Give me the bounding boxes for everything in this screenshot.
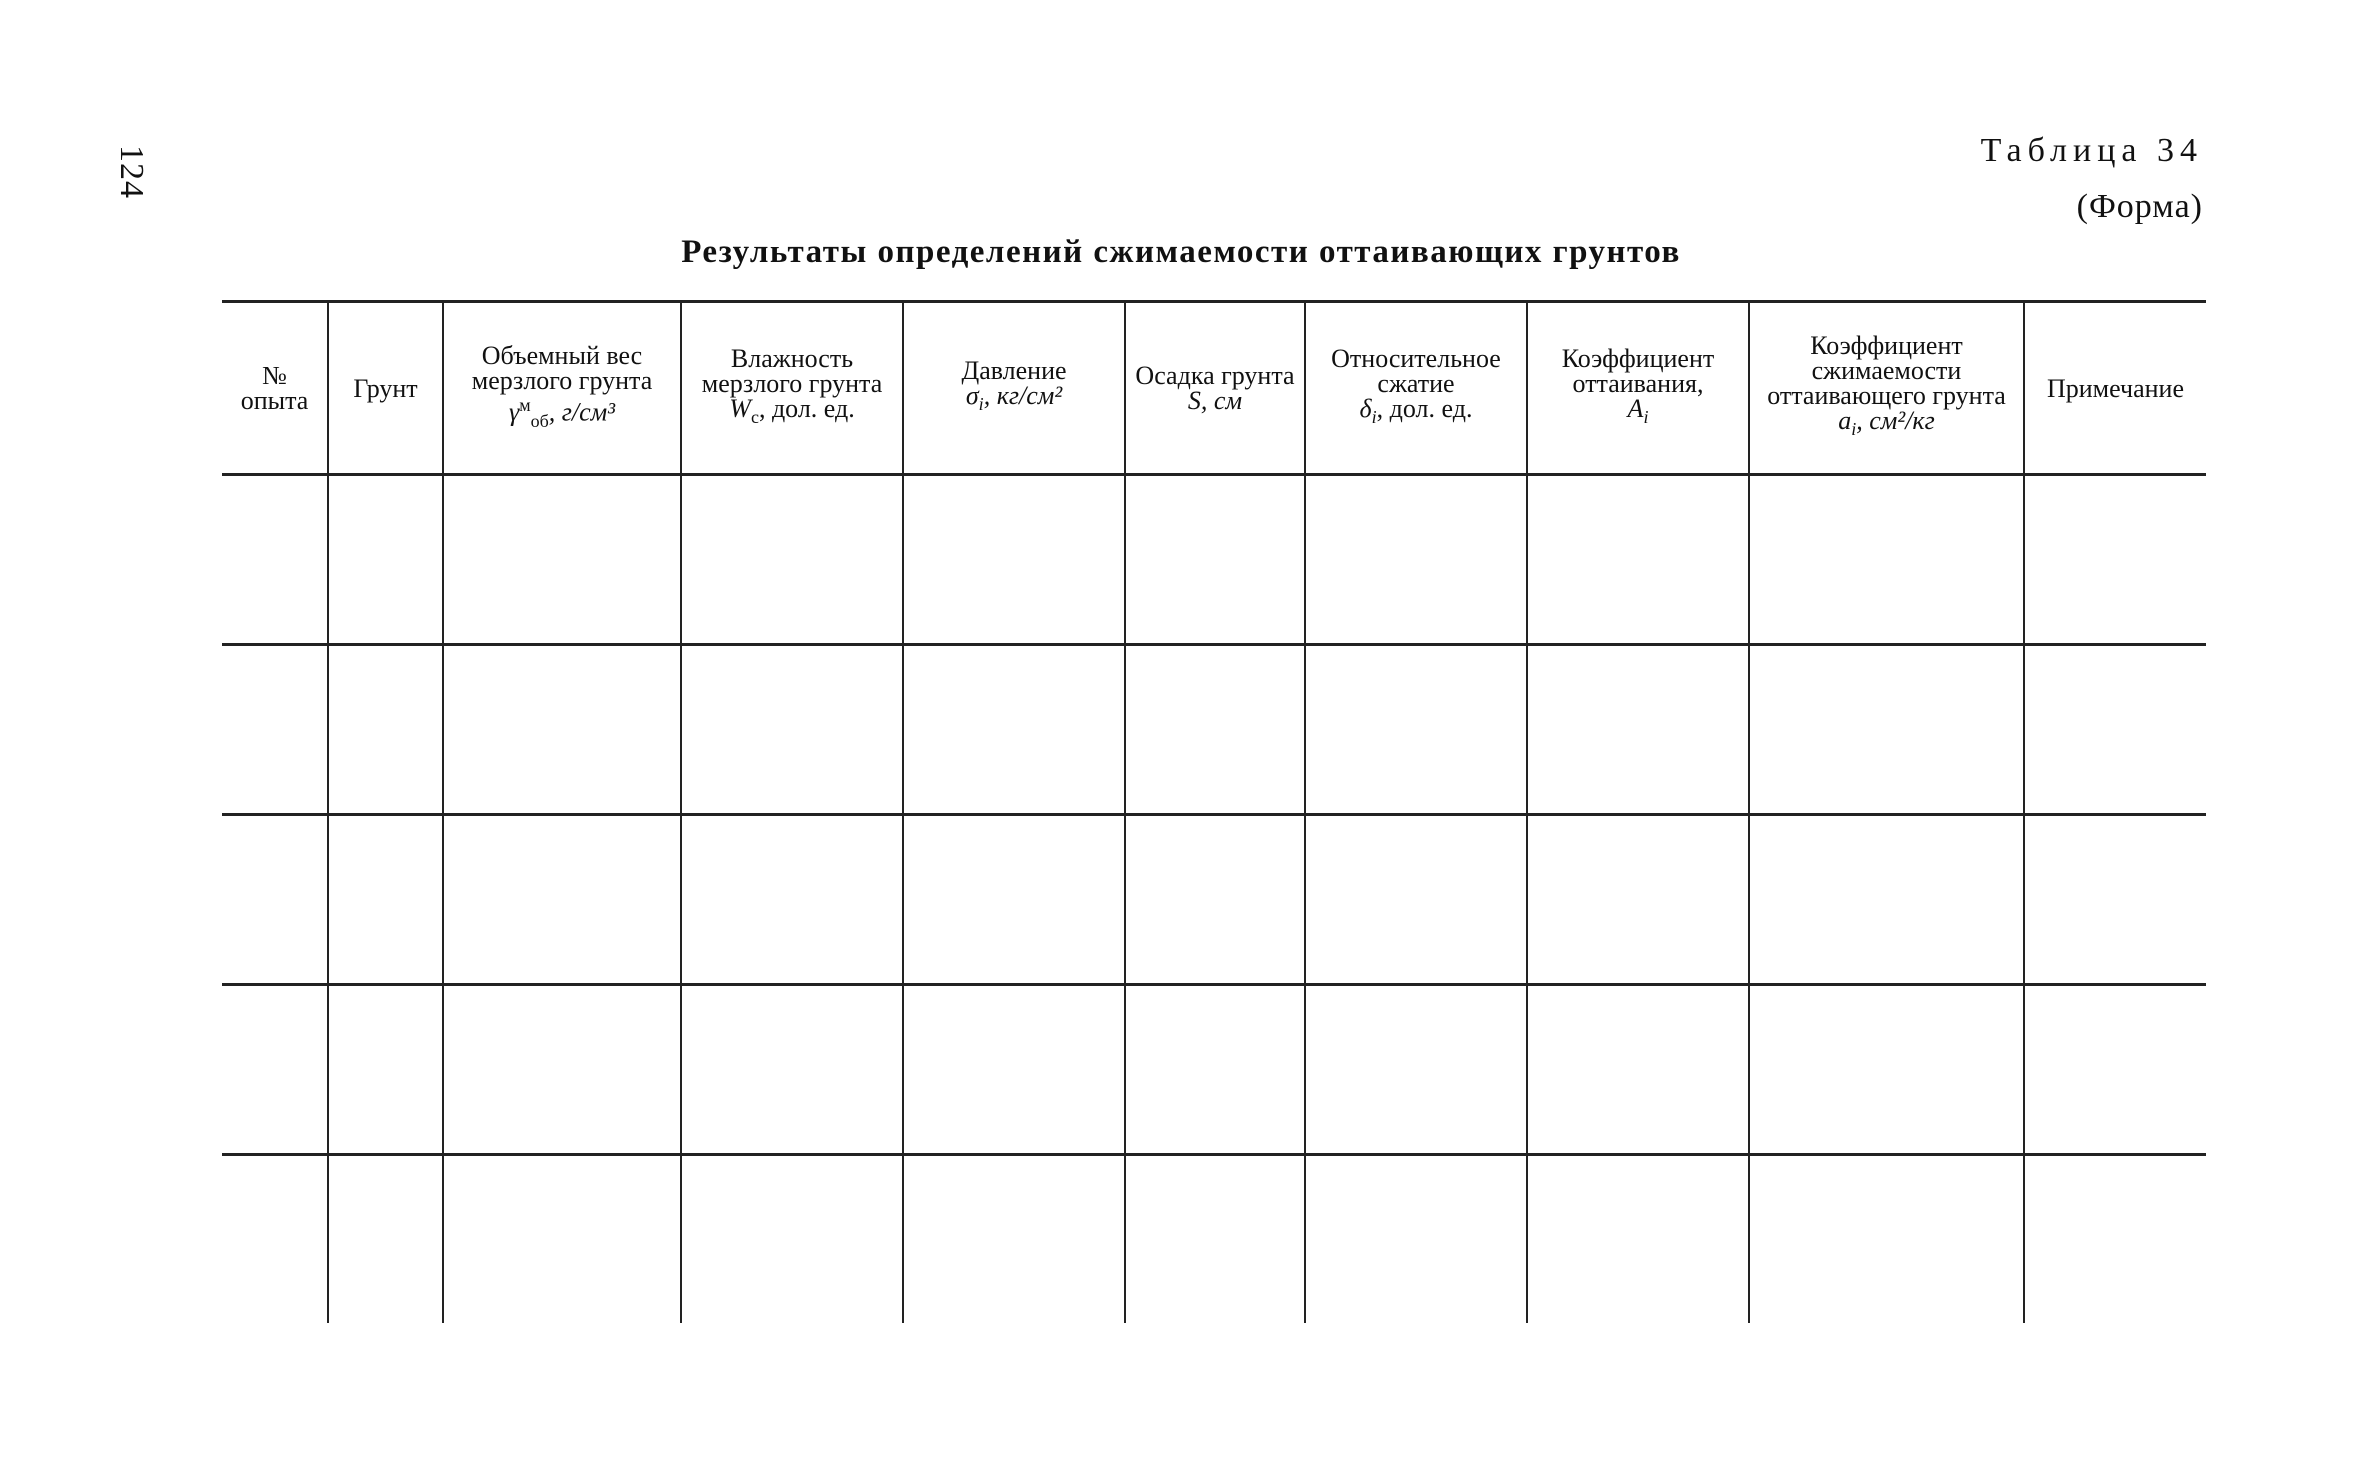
empty-cell — [1749, 1155, 2024, 1324]
unit: , см — [1200, 386, 1243, 415]
unit: , кг/см² — [983, 381, 1063, 411]
empty-cell — [681, 815, 903, 985]
col-header-text: Примечание — [2046, 373, 2185, 403]
symbol: a — [1838, 406, 1852, 436]
col-header-text: Коэффициент оттаивания, — [1561, 343, 1715, 398]
empty-cell — [1527, 815, 1749, 985]
unit: , дол. ед. — [758, 393, 855, 423]
empty-cell — [681, 1155, 903, 1324]
empty-cell — [1305, 815, 1527, 985]
col-header-text: № — [262, 361, 287, 390]
table-row — [222, 985, 2206, 1155]
empty-cell — [1749, 645, 2024, 815]
empty-cell — [681, 985, 903, 1155]
col-header-moisture — [681, 302, 903, 475]
table-form-note: (Форма) — [2076, 188, 2203, 225]
col-header-text: Грунт — [353, 373, 418, 403]
empty-cell — [2024, 1155, 2206, 1324]
col-header-text: Давление — [961, 356, 1067, 386]
symbol: δ — [1359, 393, 1372, 423]
symbol-subscript: об — [530, 410, 549, 431]
col-header-compressibility-coefficient — [1749, 302, 2024, 475]
empty-cell — [1749, 475, 2024, 645]
empty-cell — [443, 985, 681, 1155]
empty-cell — [903, 475, 1125, 645]
empty-cell — [1305, 985, 1527, 1155]
unit: , дол. ед. — [1376, 393, 1473, 423]
empty-cell — [681, 475, 903, 645]
empty-cell — [1749, 815, 2024, 985]
col-header-text: опыта — [240, 386, 309, 415]
table-row — [222, 1155, 2206, 1324]
symbol-subscript: i — [1643, 407, 1649, 428]
empty-cell — [1749, 985, 2024, 1155]
table-row — [222, 815, 2206, 985]
empty-cell — [1125, 475, 1305, 645]
empty-cell — [222, 645, 328, 815]
empty-cell — [328, 815, 443, 985]
empty-cell — [443, 1155, 681, 1324]
table-row — [222, 645, 2206, 815]
symbol-subscript: i — [978, 394, 984, 415]
empty-cell — [443, 475, 681, 645]
empty-cell — [903, 645, 1125, 815]
col-header-note — [2024, 302, 2206, 475]
empty-cell — [1527, 1155, 1749, 1324]
col-header-relative-compression — [1305, 302, 1527, 475]
empty-cell — [222, 815, 328, 985]
col-header-thaw-coefficient — [1527, 302, 1749, 475]
table-row — [222, 475, 2206, 645]
col-header-settlement — [1125, 302, 1305, 475]
empty-cell — [1305, 1155, 1527, 1324]
col-header-text: Объемный вес мерзлого грунта — [471, 340, 653, 395]
results-form-table — [222, 300, 2206, 1323]
symbol-subscript: с — [750, 407, 759, 428]
unit: , г/см³ — [548, 397, 616, 427]
unit: , см²/кг — [1856, 406, 1935, 436]
symbol: S — [1187, 386, 1201, 415]
symbol: σ — [965, 381, 979, 411]
empty-cell — [222, 475, 328, 645]
empty-cell — [2024, 645, 2206, 815]
col-header-text: Относительное сжатие — [1331, 343, 1501, 398]
empty-cell — [2024, 475, 2206, 645]
symbol: γ — [508, 397, 520, 427]
empty-cell — [222, 985, 328, 1155]
empty-cell — [1125, 815, 1305, 985]
table-body — [222, 475, 2206, 1324]
empty-cell — [903, 815, 1125, 985]
col-header-text: Коэффициент сжимаемости оттаивающего грунта — [1767, 331, 2006, 411]
page-number: 124 — [113, 145, 150, 199]
empty-cell — [681, 645, 903, 815]
symbol-subscript: i — [1851, 419, 1857, 440]
empty-cell — [903, 1155, 1125, 1324]
empty-cell — [1527, 645, 1749, 815]
empty-cell — [1305, 475, 1527, 645]
symbol-subscript: i — [1371, 407, 1377, 428]
empty-cell — [1527, 475, 1749, 645]
empty-cell — [2024, 985, 2206, 1155]
symbol: A — [1627, 393, 1644, 423]
empty-cell — [443, 645, 681, 815]
empty-cell — [1305, 645, 1527, 815]
col-header-text: Осадка грунта — [1135, 361, 1295, 390]
empty-cell — [1527, 985, 1749, 1155]
empty-cell — [222, 1155, 328, 1324]
empty-cell — [1125, 985, 1305, 1155]
empty-cell — [328, 1155, 443, 1324]
symbol-superscript: м — [519, 394, 531, 415]
col-header-unit-weight — [443, 302, 681, 475]
col-header-pressure — [903, 302, 1125, 475]
symbol: W — [729, 393, 751, 423]
empty-cell — [903, 985, 1125, 1155]
empty-cell — [328, 985, 443, 1155]
empty-cell — [1125, 645, 1305, 815]
col-header-soil — [328, 302, 443, 475]
empty-cell — [2024, 815, 2206, 985]
table-label: Таблица 34 — [1980, 132, 2203, 169]
col-header-text: Влажность мерзлого грунта — [701, 343, 883, 398]
empty-cell — [443, 815, 681, 985]
header-row — [222, 302, 2206, 475]
empty-cell — [328, 645, 443, 815]
empty-cell — [328, 475, 443, 645]
empty-cell — [1125, 1155, 1305, 1324]
col-header-experiment-no — [222, 302, 328, 475]
table-title: Результаты определений сжимаемости оттаивающих грунтов — [681, 234, 1681, 270]
